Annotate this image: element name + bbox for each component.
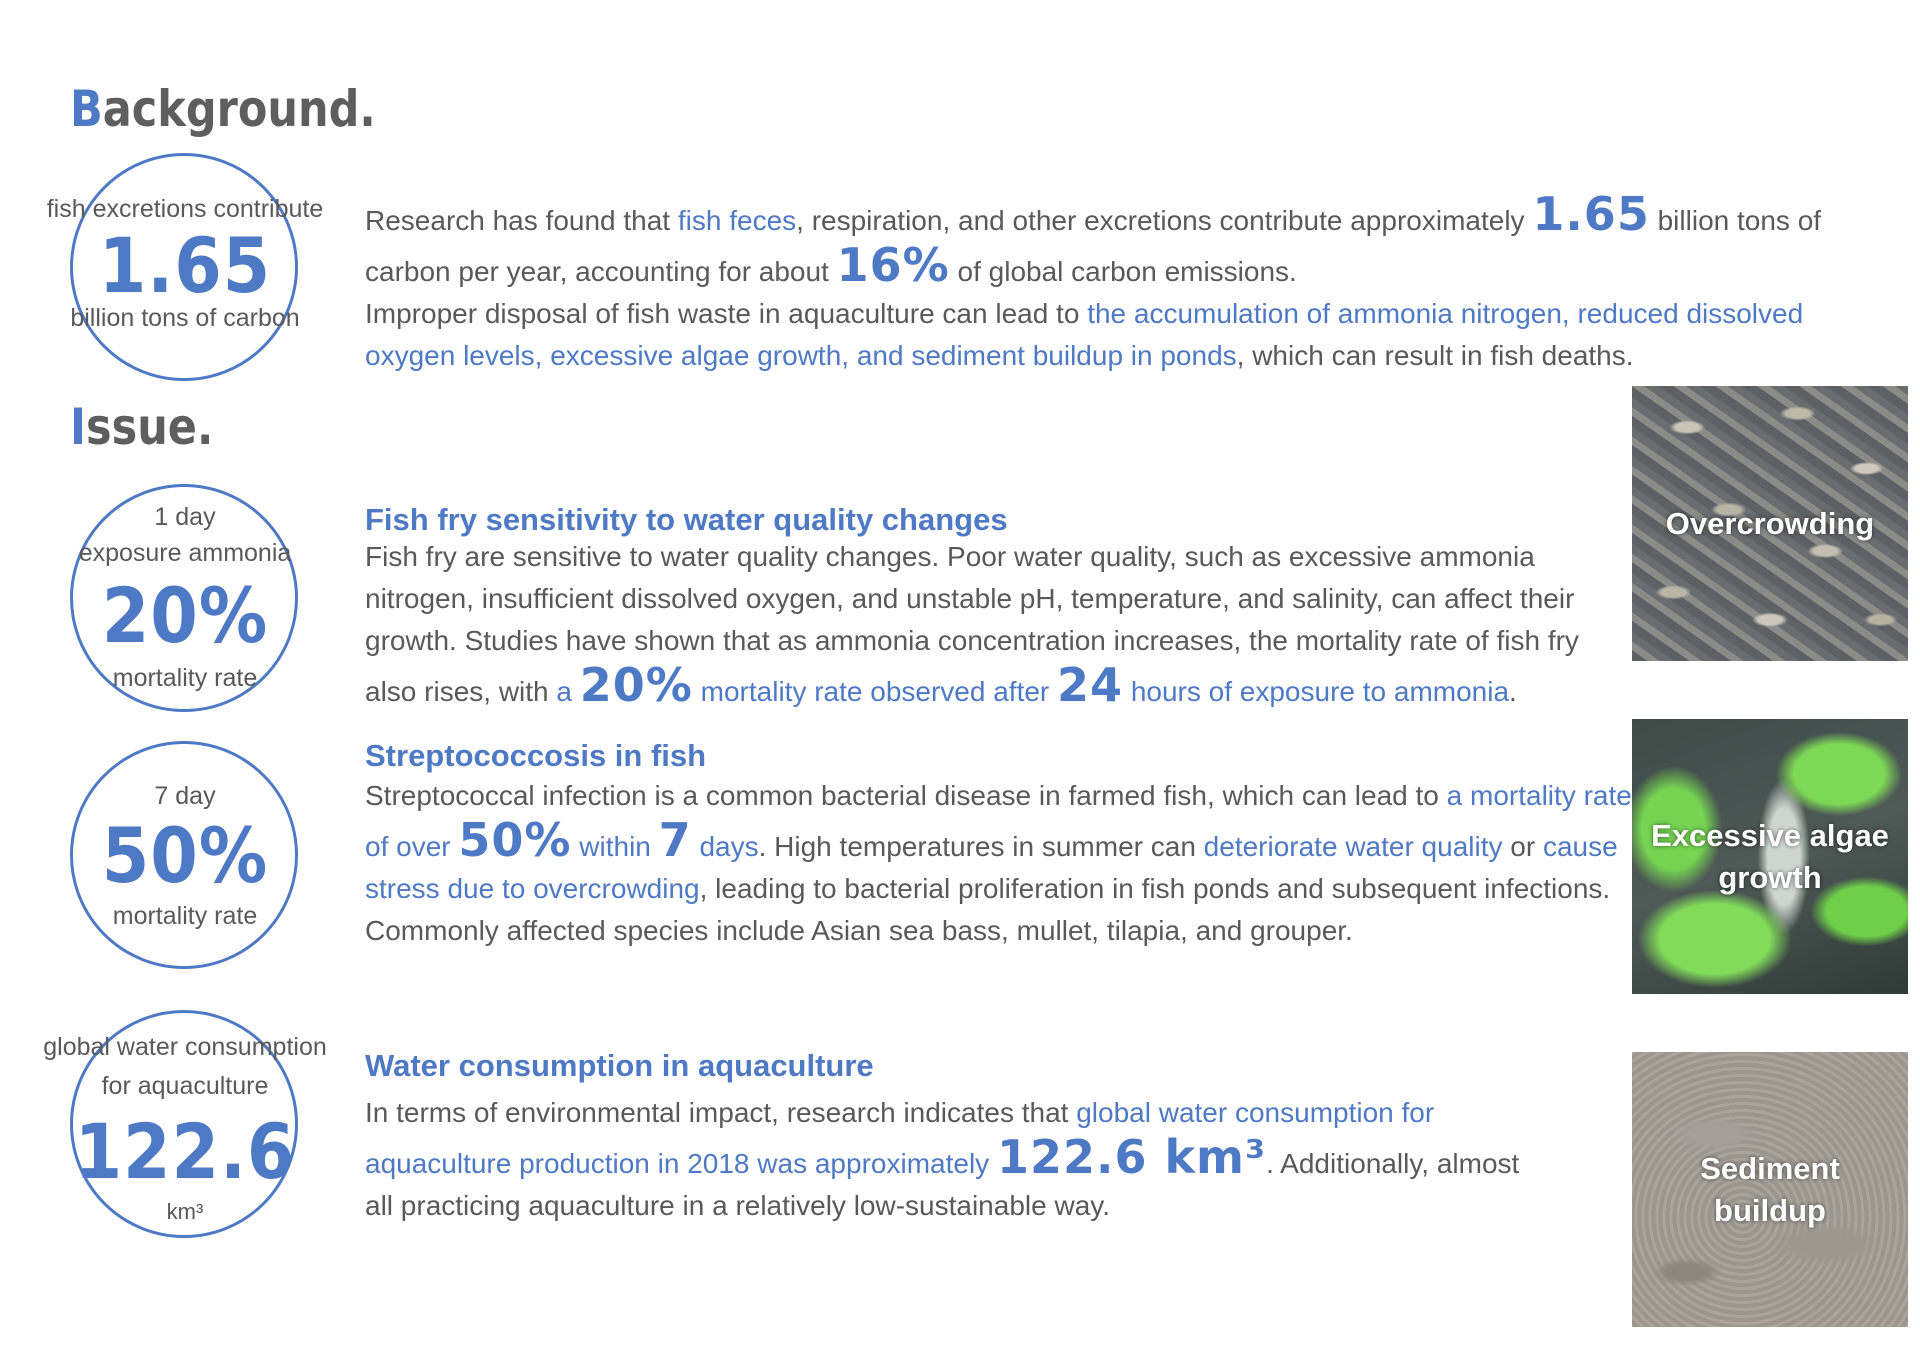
issue-paragraph-fry xyxy=(365,536,1635,713)
strep-stat-value: 50% xyxy=(101,811,269,900)
water-stat-value: 122.6 xyxy=(74,1107,296,1196)
background-title xyxy=(70,80,376,138)
text-run: . xyxy=(1509,676,1517,707)
highlight-run: global water consumption for aquaculture production in 2018 was approximately xyxy=(365,1097,1435,1179)
algae-label: Excessive algae growth xyxy=(1651,817,1889,895)
background-paragraph xyxy=(365,187,1895,377)
highlight-run: cause stress due to overcrowding xyxy=(365,831,1618,904)
text-run: or xyxy=(1502,831,1543,862)
strep-stat-top: 7 day xyxy=(154,782,216,810)
issue-paragraph-strep xyxy=(365,775,1635,952)
ammonia-stat-bottom: mortality rate xyxy=(112,664,258,692)
text-run: , leading to bacterial proliferation in fish ponds and subsequent infections. Commonly affected species include Asian sea bass, mullet, tilapia, and grouper. xyxy=(365,873,1611,946)
text-run: . High temperatures in summer can xyxy=(758,831,1204,862)
highlight-run: a mortality rate of over xyxy=(365,780,1632,862)
big-number: 1.65 xyxy=(1532,187,1650,241)
big-number: 122.6 km³ xyxy=(996,1130,1267,1184)
water-stat-top-1: global water consumption xyxy=(43,1033,327,1061)
highlight-run: mortality rate observed after xyxy=(692,676,1058,707)
highlight-run: a xyxy=(556,676,580,707)
big-number: 24 xyxy=(1057,658,1124,712)
carbon-stat-bottom: billion tons of carbon xyxy=(70,304,300,332)
ammonia-stat-top-1: 1 day xyxy=(154,503,216,531)
highlight-run: hours of exposure to ammonia xyxy=(1123,676,1510,707)
text-run: of global carbon emissions. xyxy=(949,256,1297,287)
background-title-rest: ackground. xyxy=(102,80,376,138)
strep-stat-bottom: mortality rate xyxy=(112,902,258,930)
water-stat-top-2: for aquaculture xyxy=(101,1072,269,1100)
sediment-label: Sediment buildup xyxy=(1700,1150,1840,1228)
text-run: , which can result in fish deaths. xyxy=(1236,340,1634,371)
text-run: Research has found that xyxy=(365,205,678,236)
overcrowding-label: Overcrowding xyxy=(1665,505,1875,541)
text-run: In terms of environmental impact, research indicates that xyxy=(365,1097,1077,1128)
algae-photo xyxy=(1632,719,1908,994)
issue-paragraph-water xyxy=(365,1092,1555,1227)
issue-heading-water: Water consumption in aquaculture xyxy=(365,1048,874,1083)
issue-heading-strep: Streptococcosis in fish xyxy=(365,738,707,773)
highlight-run: fish feces xyxy=(677,205,797,236)
ammonia-stat-top-2: exposure ammonia xyxy=(78,539,292,567)
issue-title-rest: ssue. xyxy=(86,398,214,456)
sediment-photo xyxy=(1632,1052,1908,1327)
big-number: 20% xyxy=(579,658,693,712)
water-stat-bottom: km³ xyxy=(166,1199,204,1224)
big-number: 16% xyxy=(836,238,950,292)
highlight-run: days xyxy=(691,831,759,862)
text-run: , respiration, and other excretions contribute approximately xyxy=(796,205,1533,236)
carbon-stat-value: 1.65 xyxy=(98,221,272,310)
big-number: 7 xyxy=(658,813,692,867)
issue-title-initial: I xyxy=(70,398,87,456)
highlight-run: within xyxy=(571,831,659,862)
background-title-initial: B xyxy=(70,80,103,138)
text-run: billion tons of carbon per year, accounting for about xyxy=(365,205,1822,287)
issue-title xyxy=(70,398,213,456)
text-run: . Additionally, almost all practicing aquaculture in a relatively low-sustainable way. xyxy=(365,1148,1520,1221)
highlight-run: deteriorate water quality xyxy=(1203,831,1503,862)
text-run: Improper disposal of fish waste in aquaculture can lead to xyxy=(365,298,1088,329)
text-run: Streptococcal infection is a common bacterial disease in farmed fish, which can lead to xyxy=(365,780,1447,811)
carbon-stat-top: fish excretions contribute xyxy=(46,195,324,223)
text-run: Fish fry are sensitive to water quality changes. Poor water quality, such as excessive ammonia nitrogen, insufficient dissolved oxygen, and unstable pH, temperature, and salinity, can affect their growth. Studies have shown that as ammonia concentration increases, the mortality rate of fish fry also rises, with xyxy=(365,541,1579,707)
ammonia-stat-value: 20% xyxy=(101,571,269,660)
big-number: 50% xyxy=(458,813,572,867)
highlight-run: the accumulation of ammonia nitrogen, reduced dissolved oxygen levels, excessive algae growth, and sediment buildup in ponds xyxy=(365,298,1804,371)
issue-heading-fry: Fish fry sensitivity to water quality changes xyxy=(365,502,1008,537)
overcrowding-photo xyxy=(1632,386,1908,661)
